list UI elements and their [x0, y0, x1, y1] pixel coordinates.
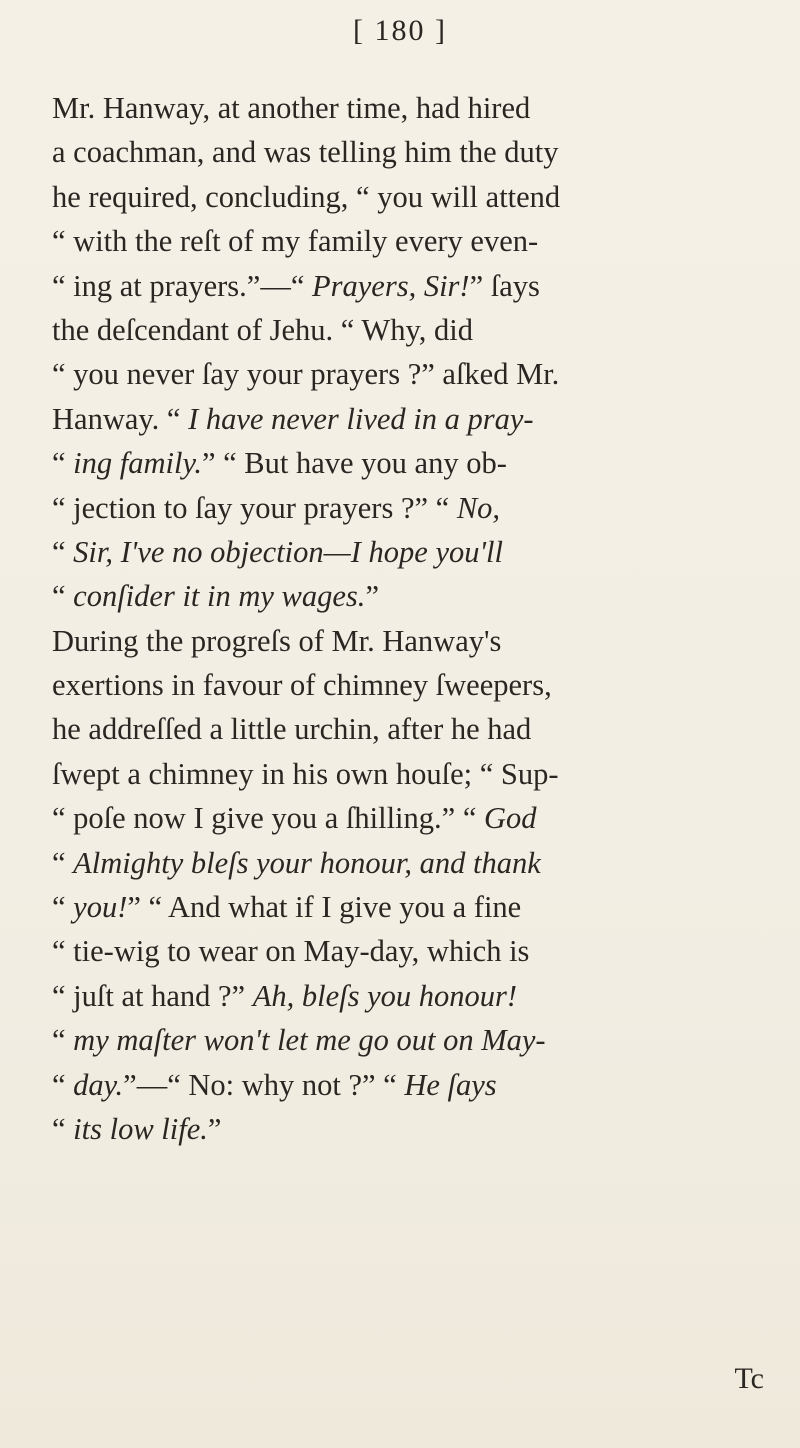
page-header: [ 180 ]: [353, 14, 447, 47]
italic-text: Almighty bleſs your honour, and thank: [73, 845, 541, 880]
text-span: ”—“ No: why not ?” “: [123, 1067, 405, 1102]
body-text: [52, 86, 764, 1151]
catchword: Tc: [734, 1362, 764, 1395]
text-span: juſt at hand ?”: [73, 978, 253, 1013]
text-span: “: [52, 224, 74, 259]
italic-text: Prayers, Sir!: [312, 268, 470, 303]
text-line: [52, 486, 764, 530]
italic-text: day.: [73, 1067, 124, 1102]
italic-text: Sir, I've no objection—I hope you'll: [73, 534, 503, 569]
text-line: [52, 663, 764, 707]
text-line: [52, 707, 764, 751]
text-line: [52, 441, 764, 485]
italic-text: God: [483, 801, 537, 836]
text-span: “: [52, 1067, 74, 1102]
italic-text: conſider it in my wages.: [73, 579, 366, 614]
text-span: jection to ſay your prayers ?” “: [73, 490, 457, 525]
text-line: [52, 929, 764, 973]
text-span: “: [52, 490, 74, 525]
text-line: [52, 796, 764, 840]
text-line: [52, 574, 764, 618]
text-span: Hanway. “: [52, 401, 189, 436]
text-span: exertions in favour of chimney ſweepers,: [52, 668, 552, 703]
text-line: [52, 86, 764, 130]
text-span: “: [52, 1023, 74, 1058]
text-line: [52, 885, 764, 929]
text-span: ”: [207, 1111, 222, 1146]
text-line: [52, 1018, 764, 1062]
text-span: “: [52, 357, 74, 392]
text-span: ſwept a chimney in his own houſe; “ Sup-: [52, 756, 559, 791]
text-span: “: [52, 534, 74, 569]
text-line: [52, 1063, 764, 1107]
text-span: “: [52, 1111, 74, 1146]
text-span: “: [52, 268, 74, 303]
italic-text: He ſays: [404, 1067, 497, 1102]
text-line: [52, 308, 764, 352]
text-span: ing at prayers.”—“: [73, 268, 312, 303]
text-span: with the reſt of my family every even-: [73, 224, 539, 259]
text-line: [52, 619, 764, 663]
text-line: [52, 530, 764, 574]
text-span: ”: [365, 579, 379, 614]
text-span: “: [52, 446, 74, 481]
text-span: ” “ And what if I give you a fine: [127, 890, 522, 925]
text-span: poſe now I give you a ſhilling.” “: [73, 801, 484, 836]
text-span: “: [52, 579, 74, 614]
italic-text: my maſter won't let me go out on May-: [73, 1023, 546, 1058]
text-line: [52, 130, 764, 174]
text-span: a coachman, and was telling him the duty: [52, 135, 559, 170]
text-span: you never ſay your prayers ?” aſked Mr.: [73, 357, 560, 392]
text-span: the deſcendant of Jehu. “ Why, did: [52, 312, 473, 347]
italic-text: you!: [73, 890, 128, 925]
text-span: tie-wig to wear on May-day, which is: [73, 934, 530, 969]
italic-text: Ah, bleſs you honour!: [252, 978, 518, 1013]
text-line: [52, 264, 764, 308]
text-span: “: [52, 978, 74, 1013]
text-span: “: [52, 845, 74, 880]
text-span: ” ſays: [469, 268, 540, 303]
text-line: [52, 352, 764, 396]
text-line: [52, 841, 764, 885]
text-line: [52, 974, 764, 1018]
text-span: “: [52, 801, 74, 836]
text-span: “: [52, 934, 74, 969]
italic-text: ing family.: [73, 446, 202, 481]
italic-text: its low life.: [73, 1111, 208, 1146]
text-line: [52, 752, 764, 796]
text-line: [52, 219, 764, 263]
text-line: [52, 397, 764, 441]
text-span: “: [52, 890, 74, 925]
text-span: he addreſſed a little urchin, after he had: [52, 712, 532, 747]
italic-text: No,: [456, 490, 501, 525]
text-span: ” “ But have you any ob-: [201, 446, 507, 481]
text-line: [52, 1107, 764, 1151]
text-span: During the progreſs of Mr. Hanway's: [52, 623, 502, 658]
text-line: [52, 175, 764, 219]
text-span: Mr. Hanway, at another time, had hired: [52, 91, 531, 125]
text-span: he required, concluding, “ you will attend: [52, 179, 561, 214]
italic-text: I have never lived in a pray-: [188, 401, 534, 436]
